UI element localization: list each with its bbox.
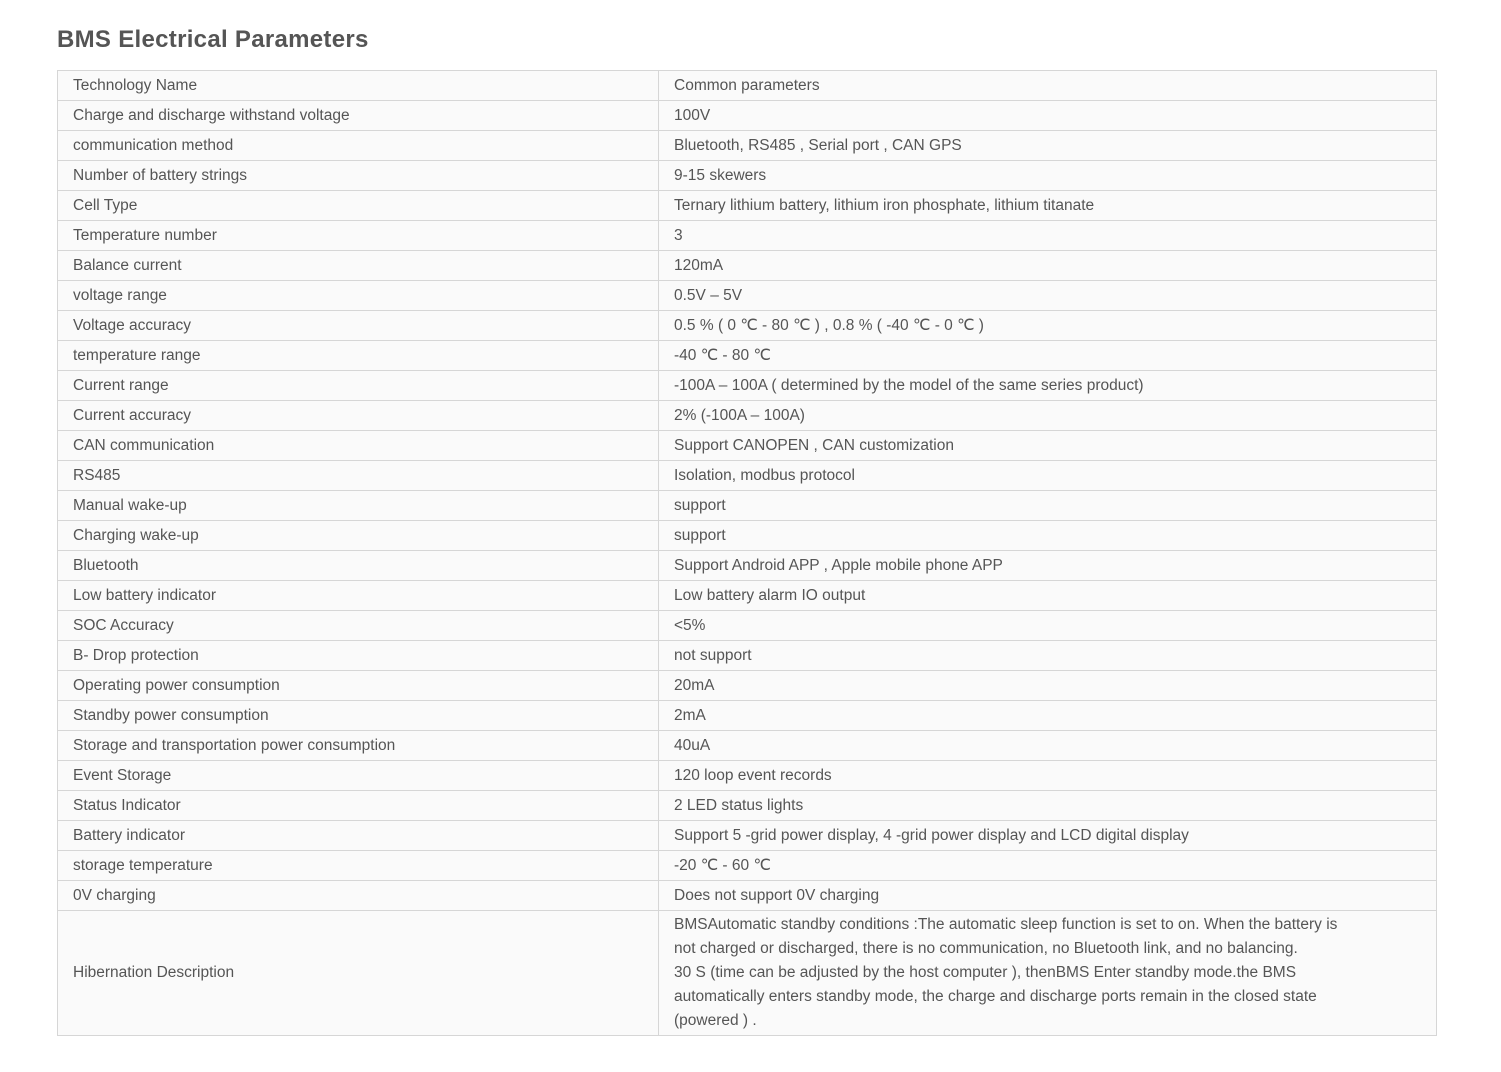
description-line: not charged or discharged, there is no communication, no Bluetooth link, and no balancing. [674, 940, 1298, 957]
parameter-value: 9-15 skewers [659, 161, 1437, 191]
table-row [58, 161, 1437, 191]
description-line: 30 S (time can be adjusted by the host computer ), thenBMS Enter standby mode.the BMS [674, 964, 1297, 981]
parameter-value: 2mA [659, 701, 1437, 731]
parameter-name: Standby power consumption [58, 701, 659, 731]
parameter-name: Current accuracy [58, 401, 659, 431]
parameter-value: Does not support 0V charging [659, 881, 1437, 911]
parameters-table [57, 70, 1437, 1036]
parameter-name: Technology Name [58, 71, 659, 101]
parameter-name: voltage range [58, 281, 659, 311]
table-row [58, 221, 1437, 251]
table-row [58, 911, 1437, 1036]
parameter-name: CAN communication [58, 431, 659, 461]
parameter-value: 40uA [659, 731, 1437, 761]
parameter-name: communication method [58, 131, 659, 161]
table-row [58, 701, 1437, 731]
parameter-value: support [659, 491, 1437, 521]
parameter-value: Ternary lithium battery, lithium iron phosphate, lithium titanate [659, 191, 1437, 221]
parameter-name: Low battery indicator [58, 581, 659, 611]
table-row [58, 191, 1437, 221]
description-line: automatically enters standby mode, the charge and discharge ports remain in the closed state [674, 988, 1317, 1005]
parameter-name: Bluetooth [58, 551, 659, 581]
parameter-name: Battery indicator [58, 821, 659, 851]
parameter-value: <5% [659, 611, 1437, 641]
parameter-name: B- Drop protection [58, 641, 659, 671]
parameter-name: Charge and discharge withstand voltage [58, 101, 659, 131]
parameter-value: -20 ℃ - 60 ℃ [659, 851, 1437, 881]
parameter-name: Current range [58, 371, 659, 401]
table-row [58, 791, 1437, 821]
parameter-name: Storage and transportation power consumption [58, 731, 659, 761]
parameter-value: support [659, 521, 1437, 551]
parameter-name: Voltage accuracy [58, 311, 659, 341]
parameter-value: 2% (-100A – 100A) [659, 401, 1437, 431]
table-row [58, 251, 1437, 281]
parameter-name: Charging wake-up [58, 521, 659, 551]
table-row [58, 731, 1437, 761]
parameter-name: RS485 [58, 461, 659, 491]
table-row [58, 761, 1437, 791]
parameter-value: 0.5 % ( 0 ℃ - 80 ℃ ) , 0.8 % ( -40 ℃ - 0 ℃ ) [659, 311, 1437, 341]
parameter-value: Isolation, modbus protocol [659, 461, 1437, 491]
parameter-name: Event Storage [58, 761, 659, 791]
table-row [58, 521, 1437, 551]
parameter-value: 3 [659, 221, 1437, 251]
parameter-name: Number of battery strings [58, 161, 659, 191]
table-row [58, 611, 1437, 641]
parameter-value [659, 911, 1437, 1036]
parameter-value: 100V [659, 101, 1437, 131]
parameter-value: -100A – 100A ( determined by the model of the same series product) [659, 371, 1437, 401]
parameter-name: Balance current [58, 251, 659, 281]
table-row [58, 821, 1437, 851]
table-row [58, 401, 1437, 431]
table-row [58, 311, 1437, 341]
parameter-value: not support [659, 641, 1437, 671]
table-row [58, 491, 1437, 521]
parameter-value: 2 LED status lights [659, 791, 1437, 821]
parameter-value: Bluetooth, RS485 , Serial port , CAN GPS [659, 131, 1437, 161]
parameter-value: 120 loop event records [659, 761, 1437, 791]
table-row [58, 281, 1437, 311]
page-title: BMS Electrical Parameters [57, 26, 369, 53]
parameter-value: Support 5 -grid power display, 4 -grid power display and LCD digital display [659, 821, 1437, 851]
parameter-value: -40 ℃ - 80 ℃ [659, 341, 1437, 371]
table-row [58, 71, 1437, 101]
table-row [58, 641, 1437, 671]
table-row [58, 881, 1437, 911]
parameter-value: 20mA [659, 671, 1437, 701]
table-row [58, 581, 1437, 611]
parameter-value: 0.5V – 5V [659, 281, 1437, 311]
table-row [58, 371, 1437, 401]
parameter-name: Temperature number [58, 221, 659, 251]
parameter-value: Common parameters [659, 71, 1437, 101]
table-row [58, 341, 1437, 371]
parameter-name: Hibernation Description [58, 911, 659, 1036]
parameter-name: SOC Accuracy [58, 611, 659, 641]
table-row [58, 671, 1437, 701]
parameter-name: Operating power consumption [58, 671, 659, 701]
table-row [58, 431, 1437, 461]
parameter-name: Cell Type [58, 191, 659, 221]
table-row [58, 131, 1437, 161]
description-line: BMSAutomatic standby conditions :The automatic sleep function is set to on. When the battery is [674, 916, 1338, 933]
table-row [58, 551, 1437, 581]
parameter-value: Support CANOPEN , CAN customization [659, 431, 1437, 461]
parameter-name: Status Indicator [58, 791, 659, 821]
parameter-value: Support Android APP , Apple mobile phone APP [659, 551, 1437, 581]
table-row [58, 461, 1437, 491]
parameter-name: Manual wake-up [58, 491, 659, 521]
parameter-name: storage temperature [58, 851, 659, 881]
parameter-name: 0V charging [58, 881, 659, 911]
table-row [58, 851, 1437, 881]
parameter-value: 120mA [659, 251, 1437, 281]
description-line: (powered ) . [674, 1012, 757, 1029]
parameter-name: temperature range [58, 341, 659, 371]
table-row [58, 101, 1437, 131]
parameter-value: Low battery alarm IO output [659, 581, 1437, 611]
